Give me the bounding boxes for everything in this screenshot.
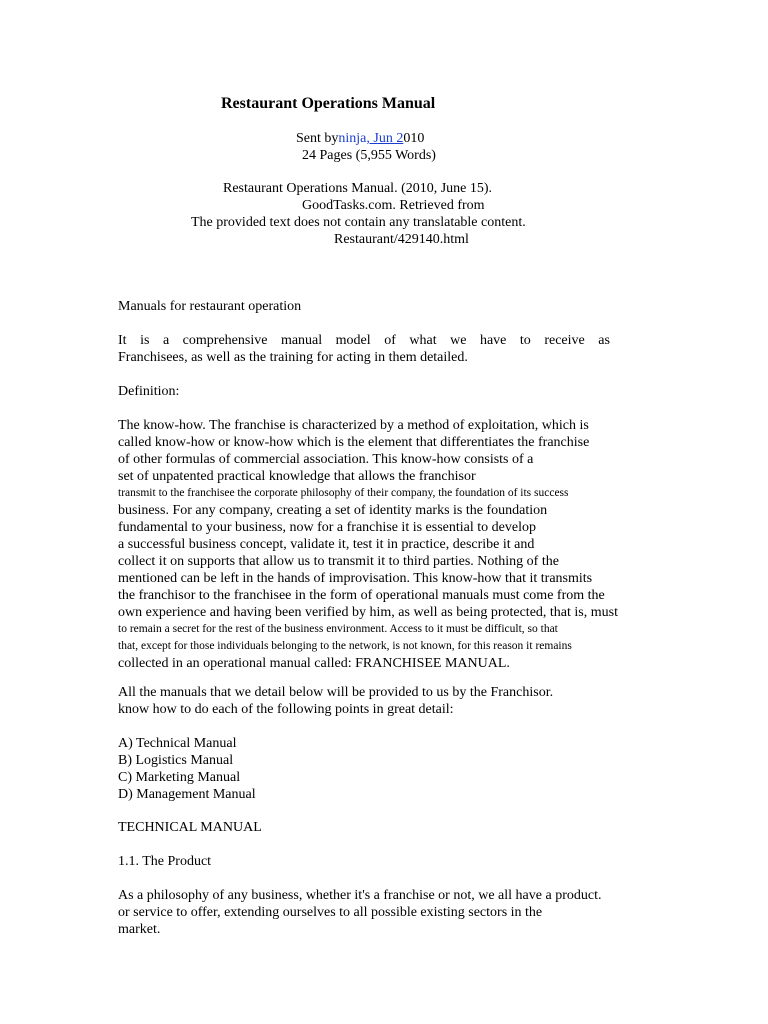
definition-line: business. For any company, creating a set of identity marks is the foundation (118, 503, 548, 518)
date-part: , Jun 2 (366, 131, 404, 146)
intro-word: It (118, 333, 127, 348)
manual-list-item: A) Technical Manual (118, 736, 237, 751)
intro-word: of (384, 333, 396, 348)
citation-line-1: Restaurant Operations Manual. (2010, June 15). (223, 181, 493, 196)
definition-line: of other formulas of commercial association. This know-how consists of a (118, 452, 534, 467)
product-paragraph-line: or service to offer, extending ourselves to all possible existing sectors in the (118, 905, 543, 920)
manual-list-item: D) Management Manual (118, 787, 256, 802)
sent-by-line (296, 131, 424, 147)
manuals-intro-line-2: know how to do each of the following points in great detail: (118, 702, 454, 717)
definition-line: the franchisor to the franchisee in the form of operational manuals must come from the (118, 588, 605, 603)
author-name: ninja (338, 131, 367, 146)
product-paragraph-line: As a philosophy of any business, whether it's a franchise or not, we all have a product. (118, 888, 602, 903)
definition-label: Definition: (118, 384, 180, 399)
intro-word: is (140, 333, 150, 348)
intro-word: we (450, 333, 467, 348)
product-subheading: 1.1. The Product (118, 854, 212, 869)
author-link[interactable] (338, 131, 403, 146)
intro-word: a (162, 333, 170, 348)
definition-line: The know-how. The franchise is characterized by a method of exploitation, which is (118, 418, 589, 433)
intro-word: model (335, 333, 371, 348)
intro-heading: Manuals for restaurant operation (118, 299, 302, 314)
definition-line: mentioned can be left in the hands of improvisation. This know-how that it transmits (118, 571, 593, 586)
definition-line: fundamental to your business, now for a franchise it is essential to develop (118, 520, 536, 535)
definition-line: that, except for those individuals belonging to the network, is not known, for this reason it remains (118, 640, 572, 652)
technical-manual-heading: TECHNICAL MANUAL (118, 820, 262, 835)
intro-paragraph-line-1 (118, 333, 610, 349)
intro-word: to (519, 333, 531, 348)
manuals-intro-line-1: All the manuals that we detail below will be provided to us by the Franchisor. (118, 685, 554, 700)
definition-line: set of unpatented practical knowledge that allows the franchisor (118, 469, 476, 484)
intro-word: have (479, 333, 507, 348)
citation-line-2: GoodTasks.com. Retrieved from (302, 198, 485, 213)
pages-words: 24 Pages (5,955 Words) (302, 148, 436, 163)
product-paragraph-line: market. (118, 922, 161, 937)
intro-word: manual (280, 333, 323, 348)
date-rest: 010 (403, 131, 425, 146)
citation-line-4: Restaurant/429140.html (334, 232, 469, 247)
document-title: Restaurant Operations Manual (221, 95, 436, 112)
intro-word: comprehensive (182, 333, 268, 348)
sent-by-prefix: Sent by (296, 131, 339, 146)
intro-word: receive (544, 333, 585, 348)
definition-line: collect it on supports that allow us to transmit it to third parties. Nothing of the (118, 554, 559, 569)
manual-list-item: B) Logistics Manual (118, 753, 234, 768)
definition-line: transmit to the franchisee the corporate philosophy of their company, the foundation of its success (118, 487, 569, 499)
definition-line: own experience and having been verified by him, as well as being protected, that is, must (118, 605, 618, 620)
definition-line: called know-how or know-how which is the element that differentiates the franchise (118, 435, 590, 450)
definition-line: a successful business concept, validate it, test it in practice, describe it and (118, 537, 535, 552)
intro-word: as (598, 333, 610, 348)
manual-list-item: C) Marketing Manual (118, 770, 241, 785)
definition-line: to remain a secret for the rest of the business environment. Access to it must be difficult, so that (118, 623, 558, 635)
intro-paragraph-line-2: Franchisees, as well as the training for acting in them detailed. (118, 350, 468, 365)
citation-line-3: The provided text does not contain any translatable content. (191, 215, 526, 230)
intro-word: what (409, 333, 437, 348)
definition-line: collected in an operational manual called: FRANCHISEE MANUAL. (118, 656, 510, 671)
